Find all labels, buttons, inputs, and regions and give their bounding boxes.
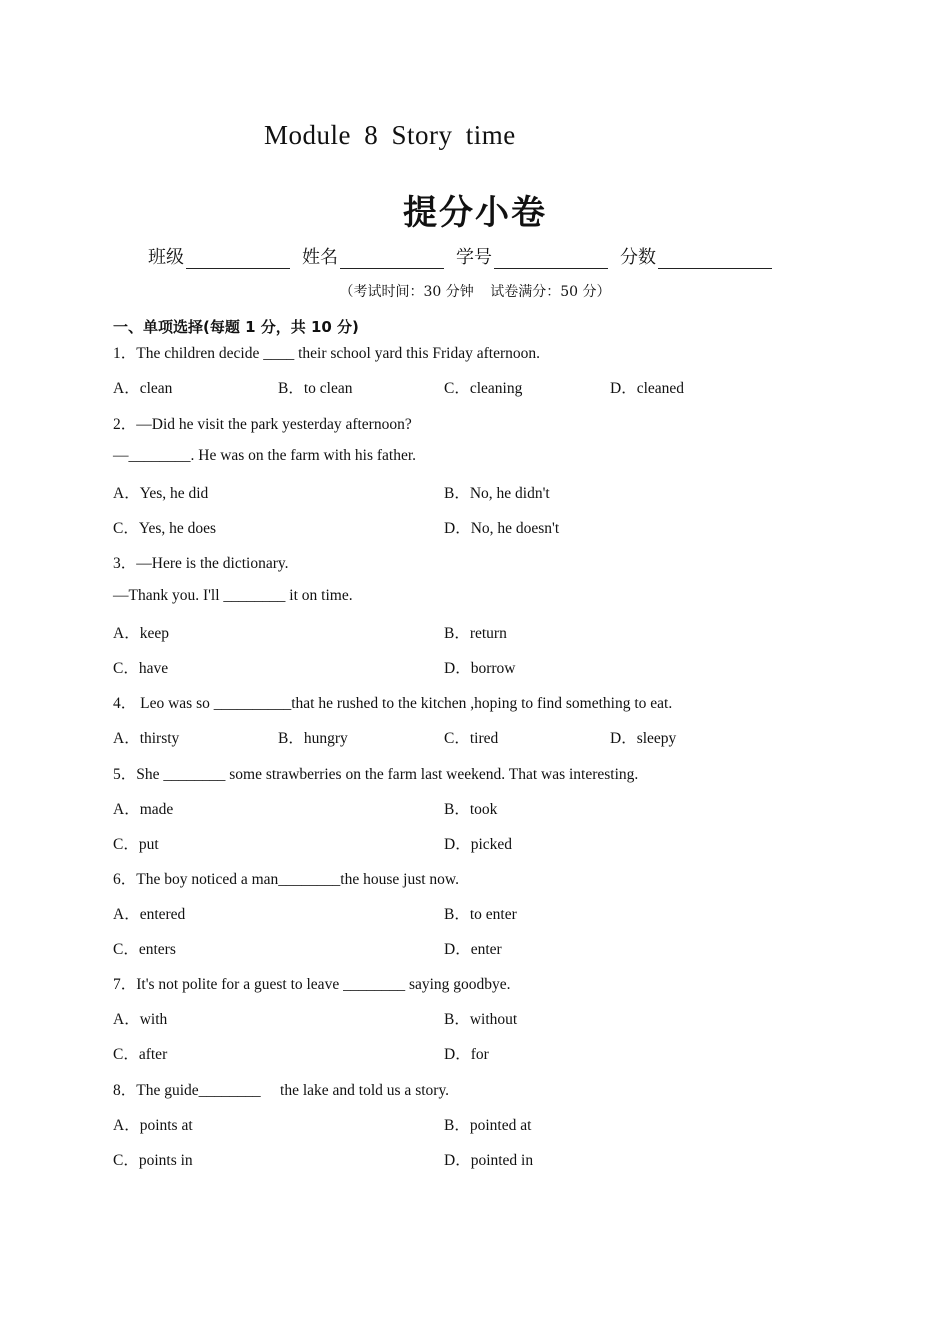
name-label: 姓名 (302, 247, 338, 268)
question-5-option-b[interactable]: B．took (444, 801, 498, 818)
question-7-stem: 7．It's not polite for a guest to leave ________ saying goodbye. (113, 976, 511, 993)
student-id-label: 学号 (456, 247, 492, 268)
question-5-option-a[interactable]: A．made (113, 801, 174, 818)
question-4-stem: 4． Leo was so __________that he rushed to the kitchen ,hoping to find something to eat. (113, 695, 673, 712)
question-8-stem: 8．The guide________ the lake and told us a story. (113, 1082, 450, 1099)
question-4-option-d[interactable]: D．sleepy (610, 730, 677, 747)
name-field (302, 243, 444, 269)
score-label: 分数 (620, 247, 656, 268)
question-4-option-c[interactable]: C．tired (444, 730, 499, 747)
question-3-stem: 3．—Here is the dictionary. (113, 555, 289, 572)
question-3-option-a[interactable]: A．keep (113, 625, 169, 642)
question-7-option-b[interactable]: B．without (444, 1011, 518, 1028)
question-2-option-a[interactable]: A．Yes, he did (113, 485, 209, 502)
question-1-stem: 1．The children decide ____ their school yard this Friday afternoon. (113, 345, 540, 362)
student-id-field (456, 243, 608, 269)
student-info-row (148, 243, 772, 269)
question-6-option-a[interactable]: A．entered (113, 906, 186, 923)
question-1-option-a[interactable]: A．clean (113, 380, 173, 397)
question-7-option-d[interactable]: D．for (444, 1046, 489, 1063)
question-6-option-c[interactable]: C．enters (113, 941, 176, 958)
question-8-option-c[interactable]: C．points in (113, 1152, 193, 1169)
question-3-option-d[interactable]: D．borrow (444, 660, 516, 677)
score-field (620, 243, 772, 269)
question-8-option-b[interactable]: B．pointed at (444, 1117, 532, 1134)
question-5-option-d[interactable]: D．picked (444, 836, 513, 853)
question-8-option-a[interactable]: A．points at (113, 1117, 193, 1134)
class-field (148, 243, 290, 269)
name-blank[interactable] (340, 250, 444, 269)
question-8-option-d[interactable]: D．pointed in (444, 1152, 534, 1169)
question-6-stem: 6．The boy noticed a man________the house just now. (113, 871, 459, 888)
question-4-option-b[interactable]: B．hungry (278, 730, 348, 747)
score-blank[interactable] (658, 250, 772, 269)
question-1-option-d[interactable]: D．cleaned (610, 380, 685, 397)
question-2-stem: 2．—Did he visit the park yesterday afternoon? (113, 416, 412, 433)
question-7-option-c[interactable]: C．after (113, 1046, 168, 1063)
question-5-option-c[interactable]: C．put (113, 836, 159, 853)
page-title: Module 8 Story time (264, 120, 516, 150)
class-label: 班级 (148, 247, 184, 268)
question-7-option-a[interactable]: A．with (113, 1011, 168, 1028)
exam-time: （考试时间：30 分钟 (339, 284, 474, 300)
question-2-option-d[interactable]: D．No, he doesn't (444, 520, 560, 537)
question-4-option-a[interactable]: A．thirsty (113, 730, 180, 747)
page-subtitle: 提分小卷 (403, 193, 547, 233)
question-3-stem-line-2: —Thank you. I'll ________ it on time. (113, 587, 353, 604)
section-heading: 一、单项选择(每题 1 分，共 10 分) (113, 318, 359, 336)
question-3-option-b[interactable]: B．return (444, 625, 507, 642)
question-6-option-d[interactable]: D．enter (444, 941, 502, 958)
full-score: 试卷满分：50 分） (490, 284, 611, 300)
question-5-stem: 5．She ________ some strawberries on the farm last weekend. That was interesting. (113, 766, 639, 783)
exam-meta (0, 281, 950, 301)
question-6-option-b[interactable]: B．to enter (444, 906, 517, 923)
question-2-option-b[interactable]: B．No, he didn't (444, 485, 550, 502)
class-blank[interactable] (186, 250, 290, 269)
question-1-option-c[interactable]: C．cleaning (444, 380, 523, 397)
student-id-blank[interactable] (494, 250, 608, 269)
question-2-stem-line-2: —________. He was on the farm with his father. (113, 447, 417, 464)
question-2-option-c[interactable]: C．Yes, he does (113, 520, 217, 537)
question-3-option-c[interactable]: C．have (113, 660, 169, 677)
question-1-option-b[interactable]: B．to clean (278, 380, 353, 397)
